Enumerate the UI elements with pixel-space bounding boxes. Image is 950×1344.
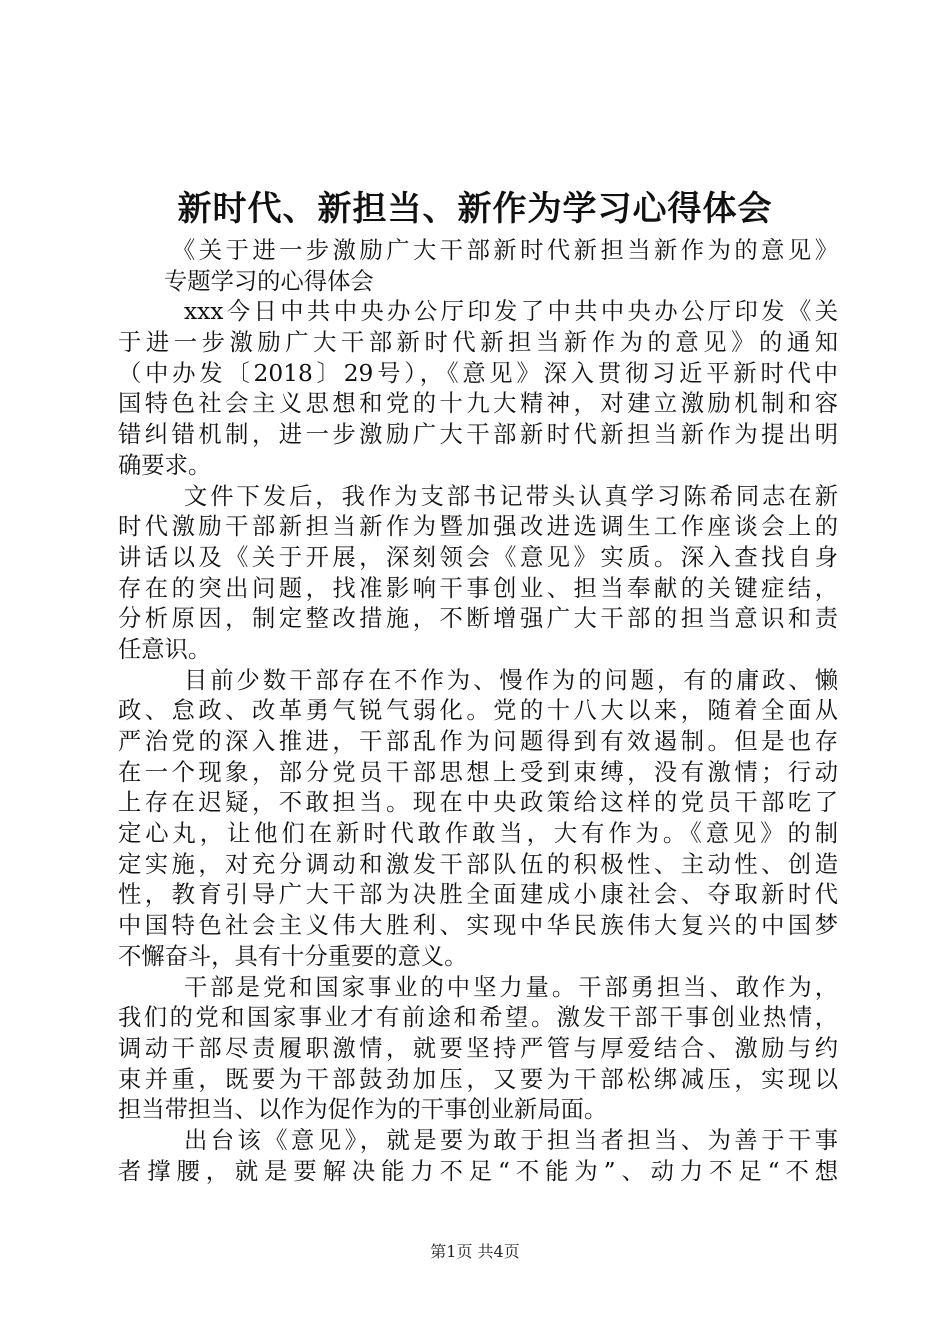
text-line: 国特色社会主义思想和党的十九大精神，对建立激励机制和容 — [118, 390, 838, 418]
text-line: 分析原因，制定整改措施，不断增强广大干部的担当意识和责 — [118, 605, 838, 633]
text-line: 讲话以及《关于开展，深刻领会《意见》实质。深入查找自身 — [118, 543, 838, 571]
text-line: 时代激励干部新担当新作为暨加强改进选调生工作座谈会上的 — [118, 513, 838, 541]
text-line: 错纠错机制，进一步激励广大干部新时代新担当新作为提出明 — [118, 421, 838, 449]
text-line: 于进一步激励广大干部新时代新担当新作为的意见》的通知 — [118, 329, 838, 357]
text-line: 我们的党和国家事业才有前途和希望。激发干部干事创业热情， — [118, 1004, 838, 1032]
text-line: 文件下发后，我作为支部书记带头认真学习陈希同志在新 — [184, 482, 838, 510]
text-line: 目前少数干部存在不作为、慢作为的问题，有的庸政、懒 — [184, 666, 838, 694]
page-footer: 第1页 共4页 — [430, 1242, 520, 1261]
text-line: 担当带担当、以作为促作为的干事创业新局面。 — [118, 1096, 608, 1124]
text-line: 定心丸，让他们在新时代敢作敢当，大有作为。《意见》的制 — [118, 820, 838, 848]
text-line: 定实施，对充分调动和激发干部队伍的积极性、主动性、创造 — [118, 850, 838, 878]
text-line: 政、怠政、改革勇气锐气弱化。党的十八大以来，随着全面从 — [118, 697, 838, 725]
text-line: 性，教育引导广大干部为决胜全面建成小康社会、夺取新时代 — [118, 881, 838, 909]
text-line: 任意识。 — [118, 635, 212, 663]
text-line: 专题学习的心得体会 — [164, 267, 374, 295]
text-line: （中办发〔2018〕29号），《意见》深入贯彻习近平新时代中 — [118, 359, 838, 387]
text-line: 调动干部尽责履职激情，就要坚持严管与厚爱结合、激励与约 — [118, 1034, 838, 1062]
document-title: 新时代、新担当、新作为学习心得体会 — [177, 189, 773, 229]
text-line: 确要求。 — [118, 451, 212, 479]
text-line: 严治党的深入推进，干部乱作为问题得到有效遏制。但是也存 — [118, 728, 838, 755]
text-line: 出台该《意见》，就是要为敢于担当者担当、为善于干事 — [184, 1126, 838, 1154]
document-body — [118, 236, 838, 1187]
text-line: 干部是党和国家事业的中坚力量。干部勇担当、敢作为， — [184, 973, 838, 1001]
text-line: xxx今日中共中央办公厅印发了中共中央办公厅印发《关 — [184, 298, 838, 326]
text-line: 者撑腰，就是要解决能力不足“不能为”、动力不足“不想 — [118, 1157, 838, 1185]
text-line: 中国特色社会主义伟大胜利、实现中华民族伟大复兴的中国梦 — [118, 912, 838, 940]
text-line: 《关于进一步激励广大干部新时代新担当新作为的意见》 — [172, 237, 838, 264]
text-line: 上存在迟疑，不敢担当。现在中央政策给这样的党员干部吃了 — [118, 789, 838, 817]
text-line: 束并重，既要为干部鼓劲加压，又要为干部松绑减压，实现以 — [118, 1065, 838, 1093]
text-line: 存在的突出问题，找准影响干事创业、担当奉献的关键症结， — [118, 574, 838, 602]
text-line: 不懈奋斗，具有十分重要的意义。 — [118, 942, 468, 970]
text-line: 在一个现象，部分党员干部思想上受到束缚，没有激情；行动 — [118, 758, 838, 786]
